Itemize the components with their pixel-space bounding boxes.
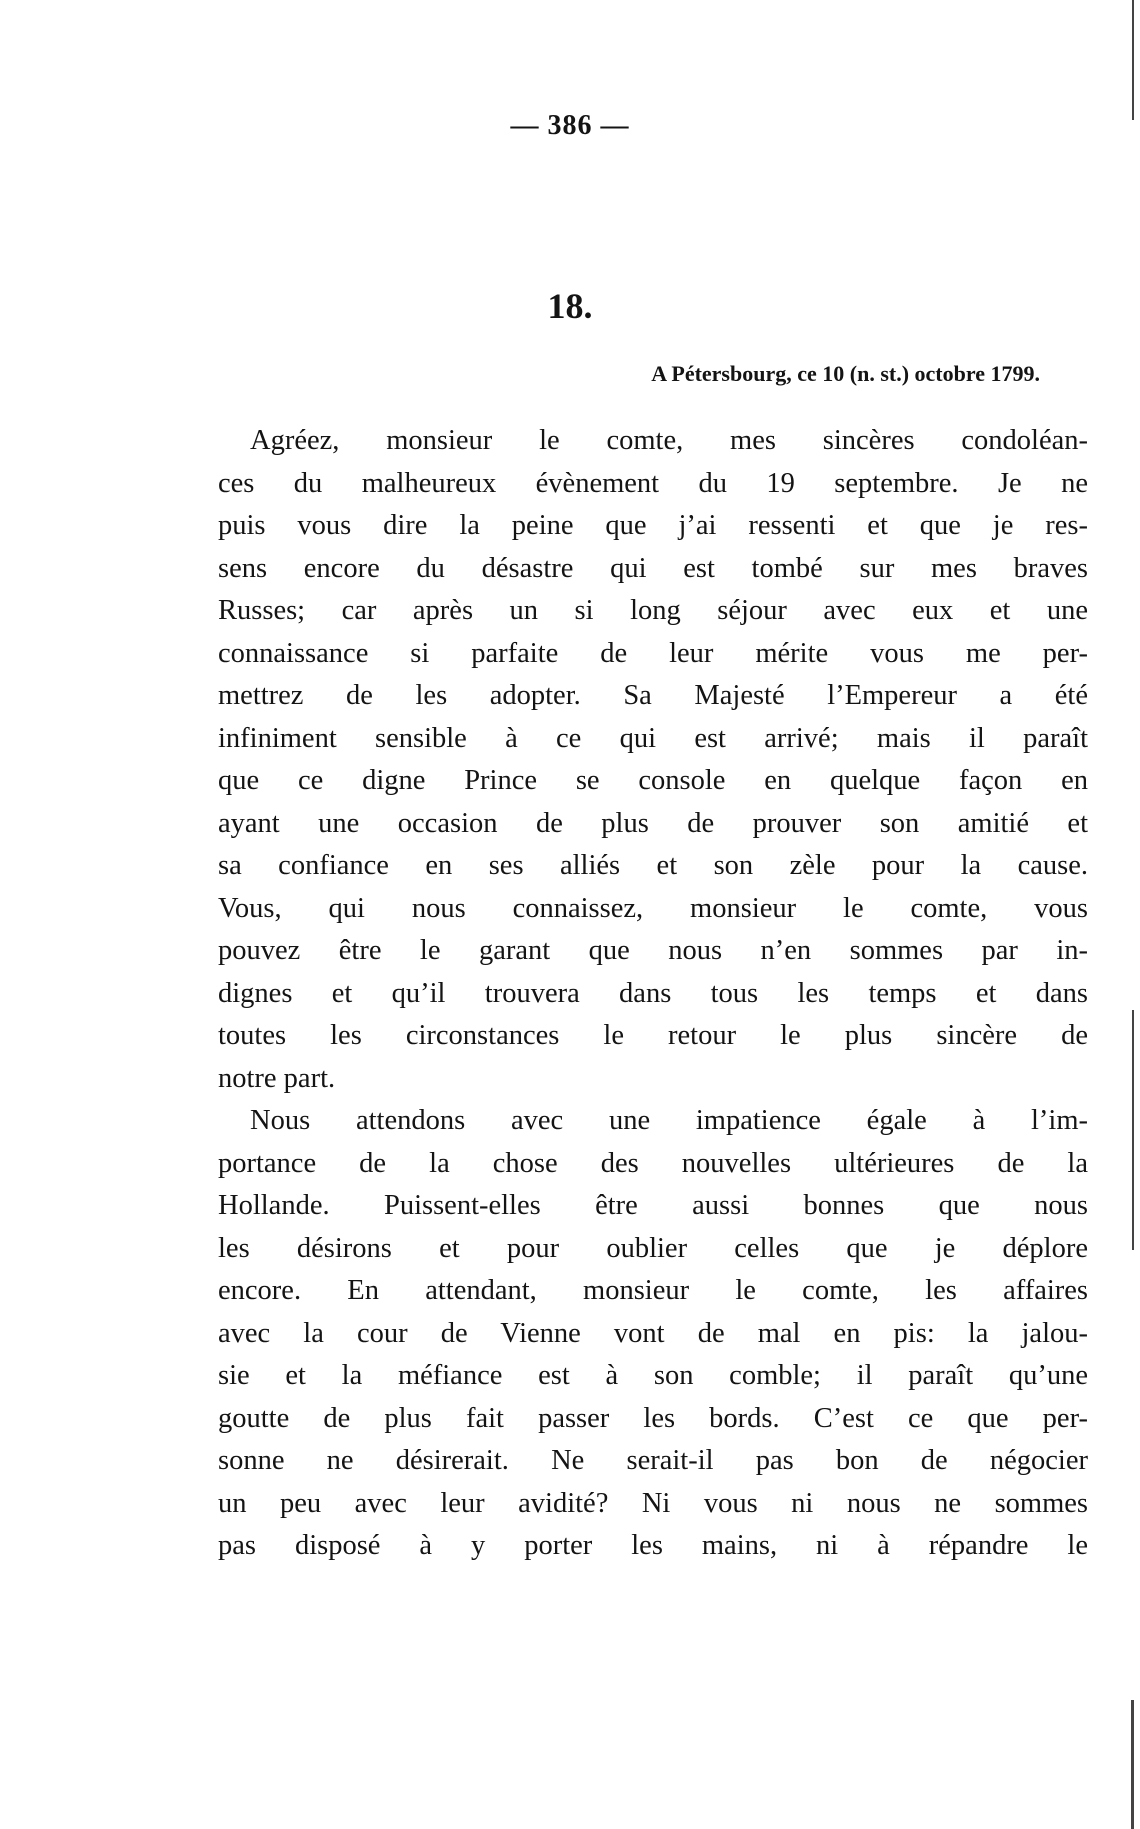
paragraph-2: [218, 1100, 1088, 1568]
text-line: pas disposé à y porter les mains, ni à répandre le: [218, 1530, 1088, 1561]
scan-edge-rule: [1132, 0, 1134, 120]
paragraph-1: [218, 420, 1088, 1100]
text-line: mettrez de les adopter. Sa Majesté l’Empereur a été: [218, 680, 1088, 711]
text-line: Nous attendons avec une impatience égale à l’im-: [250, 1105, 1088, 1136]
text-line: sens encore du désastre qui est tombé sur mes braves: [218, 552, 1088, 584]
text-line: un peu avec leur avidité? Ni vous ni nous ne sommes: [218, 1487, 1088, 1519]
text-line: Vous, qui nous connaissez, monsieur le comte, vous: [218, 892, 1088, 924]
text-line: connaissance si parfaite de leur mérite vous me per-: [218, 637, 1088, 669]
text-line: ces du malheureux évènement du 19 septembre. Je ne: [218, 467, 1088, 499]
text-line: portance de la chose des nouvelles ultérieures de la: [218, 1147, 1088, 1179]
text-line: pouvez être le garant que nous n’en sommes par in-: [218, 935, 1088, 966]
text-line: Russes; car après un si long séjour avec eux et une: [218, 595, 1088, 626]
text-line: que ce digne Prince se console en quelque façon en: [218, 765, 1088, 796]
text-line: encore. En attendant, monsieur le comte, les affaires: [218, 1275, 1088, 1306]
text-line: Agréez, monsieur le comte, mes sincères condoléan-: [250, 425, 1088, 456]
text-line: notre part.: [218, 1062, 336, 1094]
text-line: infiniment sensible à ce qui est arrivé; mais il paraît: [218, 722, 1088, 754]
text-line: dignes et qu’il trouvera dans tous les temps et dans: [218, 977, 1088, 1009]
text-line: Hollande. Puissent-elles être aussi bonnes que nous: [218, 1190, 1088, 1221]
text-line: ayant une occasion de plus de prouver son amitié et: [218, 807, 1088, 839]
dateline: A Pétersbourg, ce 10 (n. st.) octobre 1799.: [651, 361, 1040, 386]
text-line: avec la cour de Vienne vont de mal en pis: la jalou-: [218, 1317, 1088, 1349]
text-line: sonne ne désirerait. Ne serait-il pas bon de négocier: [218, 1445, 1088, 1476]
text-line: goutte de plus fait passer les bords. C’est ce que per-: [218, 1402, 1088, 1434]
page-number: — 386 —: [510, 110, 630, 141]
text-line: sa confiance en ses alliés et son zèle pour la cause.: [218, 850, 1088, 881]
text-line: les désirons et pour oublier celles que je déplore: [218, 1232, 1088, 1264]
letter-number: 18.: [547, 286, 593, 326]
text-line: sie et la méfiance est à son comble; il paraît qu’une: [218, 1360, 1088, 1391]
text-line: toutes les circonstances le retour le plus sincère de: [218, 1020, 1088, 1051]
scan-edge-rule: [1132, 1010, 1134, 1250]
text-line: puis vous dire la peine que j’ai ressenti et que je res-: [218, 510, 1088, 541]
letter-body: [218, 420, 1088, 1568]
scan-edge-rule: [1131, 1700, 1134, 1829]
